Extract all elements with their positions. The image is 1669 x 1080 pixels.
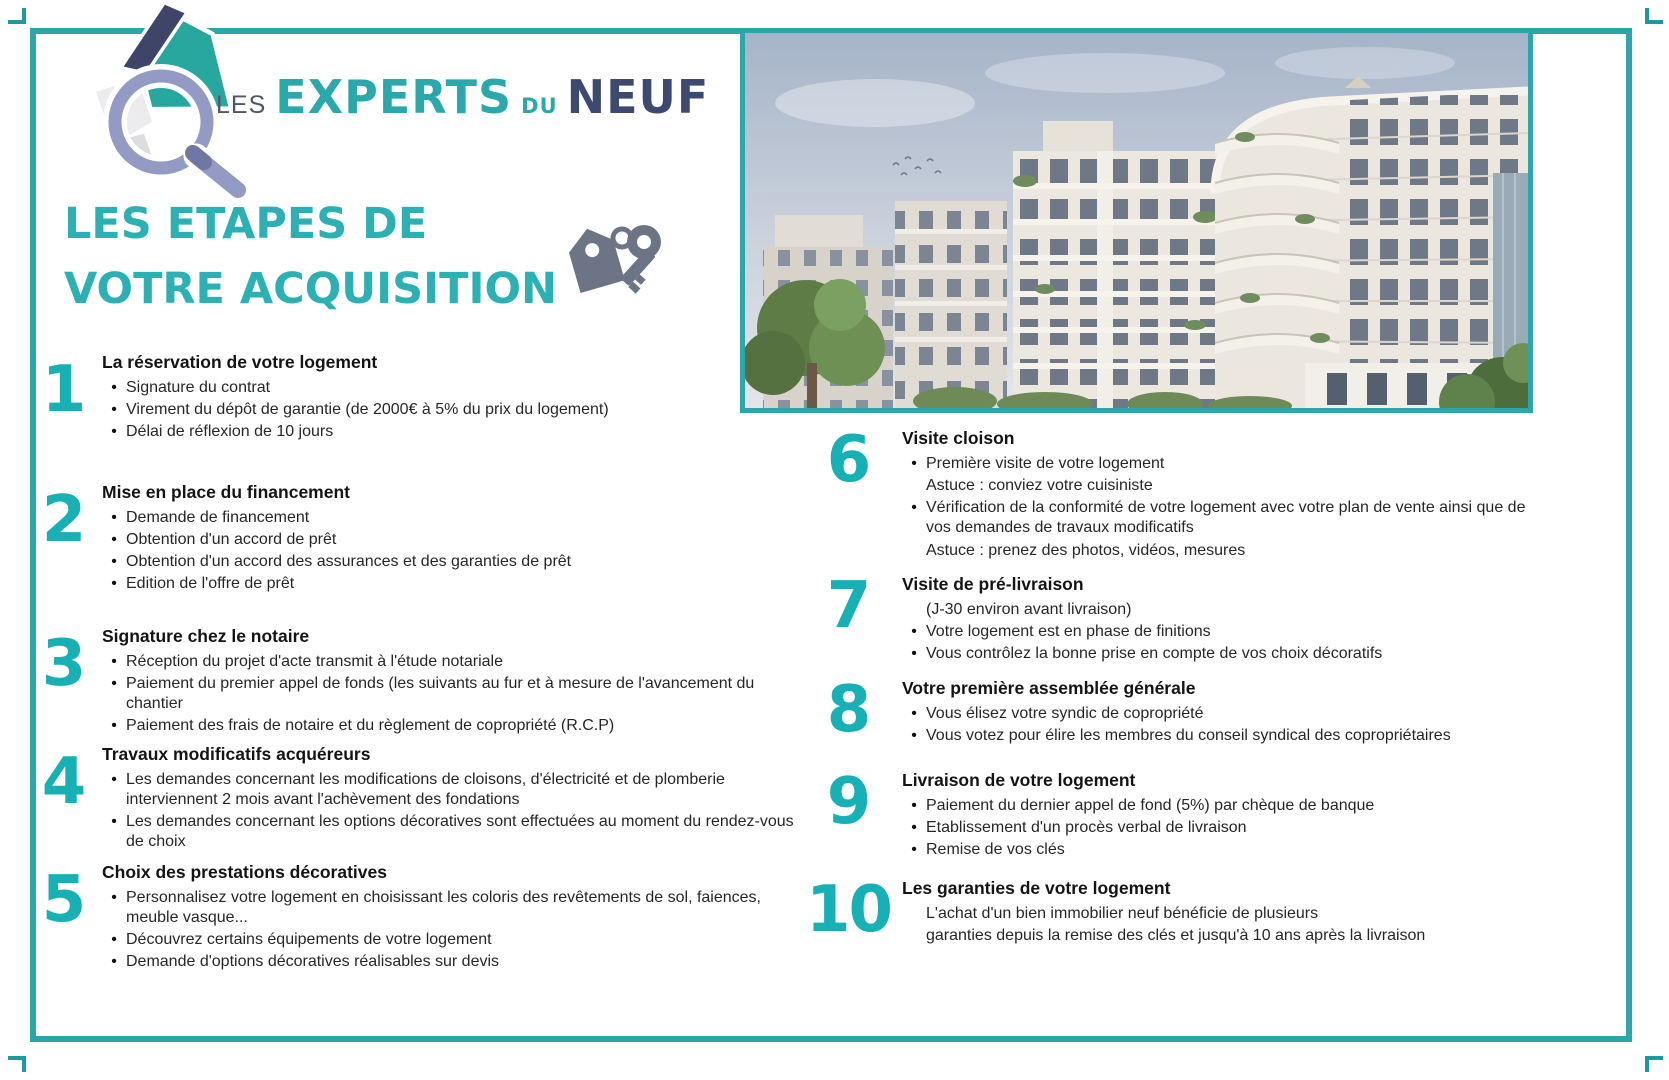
step-bullet-item	[102, 952, 814, 972]
step-item-text: Astuce : prenez des photos, vidéos, mesures	[926, 541, 1246, 559]
step-heading: Votre première assemblée générale	[902, 678, 1196, 698]
step-item-text: Personnalisez votre logement en choisissant les coloris des revêtements de sol, faiences, meuble vasque...	[126, 889, 761, 927]
step-item-text: Demande d'options décoratives réalisables sur devis	[126, 953, 500, 971]
step-bullet-item	[102, 770, 814, 810]
step-item-text: Vous contrôlez la bonne prise en compte de vos choix décoratifs	[926, 645, 1383, 663]
step	[806, 765, 1552, 862]
step-content	[102, 744, 814, 855]
step-item-text: Demande de financement	[126, 509, 310, 526]
corner-mark-top-right	[1645, 8, 1663, 24]
step-lines	[902, 454, 1552, 561]
step	[36, 744, 814, 855]
bullet-dot: •	[111, 553, 117, 571]
step-item-text: Première visite de votre logement	[926, 455, 1165, 472]
step-number: 10	[806, 873, 892, 947]
step-number: 2	[41, 483, 85, 557]
bullet-dot: •	[911, 727, 917, 745]
bullet-dot: •	[111, 653, 117, 670]
step	[806, 673, 1552, 748]
step-item-text: garanties depuis la remise des clés et jusqu'à 10 ans après la livraison	[926, 927, 1426, 945]
step-bullet-item	[902, 726, 1552, 746]
step-bullet-item	[102, 422, 814, 442]
step-bullet-item	[102, 552, 814, 572]
step-number: 5	[41, 863, 85, 937]
step-number: 7	[826, 569, 870, 643]
step-item-text: Vous votez pour élire les membres du conseil syndical des copropriétaires	[926, 727, 1451, 745]
step-item-text: Remise de vos clés	[926, 841, 1065, 859]
bullet-dot: •	[911, 623, 917, 641]
corner-mark-top-left	[8, 8, 26, 24]
bullet-dot: •	[911, 455, 917, 472]
bullet-dot: •	[111, 509, 117, 526]
bullet-dot: •	[911, 841, 917, 859]
bullet-dot: •	[111, 889, 117, 906]
step-content	[102, 626, 814, 739]
step-item-text: Edition de l'offre de prêt	[126, 575, 295, 593]
step-heading: Visite cloison	[902, 428, 1015, 448]
bullet-dot: •	[911, 645, 917, 663]
step-content	[102, 352, 814, 444]
step-lines	[102, 770, 814, 853]
step-content	[902, 770, 1552, 862]
step-heading: Choix des prestations décoratives	[102, 862, 387, 882]
step-item-text: Obtention d'un accord de prêt	[126, 531, 337, 549]
step-content	[902, 574, 1552, 666]
bullet-dot: •	[111, 717, 117, 735]
step-bullet-item	[902, 796, 1552, 816]
step-item-text: Vérification de la conformité de votre logement avec votre plan de vente ainsi que de vos demandes de travaux modificatifs	[926, 499, 1526, 537]
step-content	[902, 878, 1552, 948]
step-bullet-item	[102, 674, 814, 714]
corner-mark-bottom-right	[1645, 1056, 1663, 1072]
step-number: 1	[41, 353, 85, 427]
step-item-text: Votre logement est en phase de finitions	[926, 623, 1211, 641]
step-bullet-item	[902, 704, 1552, 724]
step-note-line	[902, 600, 1552, 620]
step-content	[102, 482, 814, 597]
step	[806, 569, 1552, 666]
step-bullet-item	[102, 530, 814, 550]
step-number: 8	[826, 673, 870, 747]
step-bullet-item	[102, 930, 814, 950]
step-item-text: Paiement des frais de notaire et du règlement de copropriété (R.C.P)	[126, 717, 615, 735]
step-item-text: Les demandes concernant les options décoratives sont effectuées au moment du rendez-vous de choix	[126, 813, 794, 851]
step-bullet-item	[902, 498, 1552, 538]
step	[806, 873, 1552, 948]
step-bullet-item	[102, 508, 814, 528]
step-bullet-item	[102, 888, 814, 928]
step-heading: Livraison de votre logement	[902, 770, 1136, 790]
bullet-dot: •	[111, 675, 117, 693]
step-content	[102, 862, 814, 975]
step-item-text: Réception du projet d'acte transmit à l'étude notariale	[126, 653, 503, 670]
step-item-text: Les demandes concernant les modifications de cloisons, d'électricité et de plomberie interviennent 2 mois avant l'achèvement des fondations	[126, 771, 725, 809]
step-lines	[902, 704, 1552, 746]
brand-word-les: LES	[216, 91, 267, 119]
step-lines	[902, 796, 1552, 860]
step-bullet-item	[902, 818, 1552, 838]
step	[36, 352, 814, 444]
step-number: 6	[826, 423, 870, 497]
step-bullet-item	[902, 840, 1552, 860]
step	[36, 482, 814, 597]
bullet-dot: •	[111, 401, 117, 419]
step-number: 9	[826, 765, 870, 839]
step-number: 3	[41, 627, 85, 701]
bullet-dot: •	[111, 379, 117, 396]
brand-word-du: DU	[521, 94, 558, 118]
corner-mark-bottom-left	[8, 1056, 26, 1072]
page-title-line1: LES ETAPES DE	[64, 199, 428, 249]
step-bullet-item	[902, 454, 1552, 474]
step-item-text: Signature du contrat	[126, 379, 271, 396]
step-bullet-item	[102, 378, 814, 398]
step-lines	[102, 888, 814, 973]
step-item-text: Etablissement d'un procès verbal de livraison	[926, 819, 1247, 837]
step-item-text: L'achat d'un bien immobilier neuf bénéficie de plusieurs	[926, 905, 1319, 922]
step-item-text: Paiement du premier appel de fonds (les suivants au fur et à mesure de l'avancement du chantier	[126, 675, 755, 713]
step-lines	[102, 508, 814, 595]
bullet-dot: •	[111, 953, 117, 971]
step-item-text: Obtention d'un accord des assurances et des garanties de prêt	[126, 553, 572, 571]
step-item-text: Découvrez certains équipements de votre logement	[126, 931, 492, 949]
step-heading: La réservation de votre logement	[102, 352, 378, 372]
step-note-line	[902, 541, 1552, 561]
bullet-dot: •	[111, 813, 117, 831]
step-note-line	[902, 926, 1552, 946]
steps-column-left	[36, 0, 826, 1080]
step	[36, 862, 814, 975]
page-title-line2: VOTRE ACQUISITION	[64, 263, 558, 314]
step-lines	[902, 904, 1552, 946]
step-heading: Visite de pré-livraison	[902, 574, 1084, 594]
steps-column-right	[806, 0, 1576, 1080]
bullet-dot: •	[111, 575, 117, 593]
bullet-dot: •	[111, 931, 117, 949]
step-item-text: Délai de réflexion de 10 jours	[126, 423, 334, 441]
step-item-text: Virement du dépôt de garantie (de 2000€ à 5% du prix du logement)	[126, 401, 609, 419]
step	[806, 423, 1552, 563]
step-number: 4	[41, 745, 85, 819]
step-lines	[902, 600, 1552, 664]
step-bullet-item	[102, 400, 814, 420]
step-item-text: (J-30 environ avant livraison)	[926, 601, 1132, 618]
bullet-dot: •	[111, 423, 117, 441]
brand-word-neuf: NEUF	[566, 70, 710, 124]
step-heading: Les garanties de votre logement	[902, 878, 1171, 898]
step-heading: Mise en place du financement	[102, 482, 350, 502]
step-bullet-item	[102, 716, 814, 736]
step-content	[902, 428, 1552, 563]
step-heading: Travaux modificatifs acquéreurs	[102, 744, 371, 764]
step-note-line	[902, 476, 1552, 496]
bullet-dot: •	[911, 797, 917, 814]
step-heading: Signature chez le notaire	[102, 626, 310, 646]
step	[36, 626, 814, 739]
step-bullet-item	[102, 812, 814, 852]
step-bullet-item	[102, 574, 814, 594]
step-bullet-item	[902, 622, 1552, 642]
brand-word-experts: EXPERTS	[275, 70, 513, 124]
step-item-text: Vous élisez votre syndic de copropriété	[926, 705, 1204, 722]
step-bullet-item	[902, 644, 1552, 664]
bullet-dot: •	[911, 499, 917, 517]
step-bullet-item	[102, 652, 814, 672]
bullet-dot: •	[111, 531, 117, 549]
bullet-dot: •	[111, 771, 117, 788]
bullet-dot: •	[911, 705, 917, 722]
step-lines	[102, 378, 814, 442]
step-item-text: Astuce : conviez votre cuisiniste	[926, 477, 1153, 495]
step-note-line	[902, 904, 1552, 924]
step-item-text: Paiement du dernier appel de fond (5%) par chèque de banque	[926, 797, 1375, 814]
step-lines	[102, 652, 814, 737]
step-content	[902, 678, 1552, 748]
bullet-dot: •	[911, 819, 917, 837]
